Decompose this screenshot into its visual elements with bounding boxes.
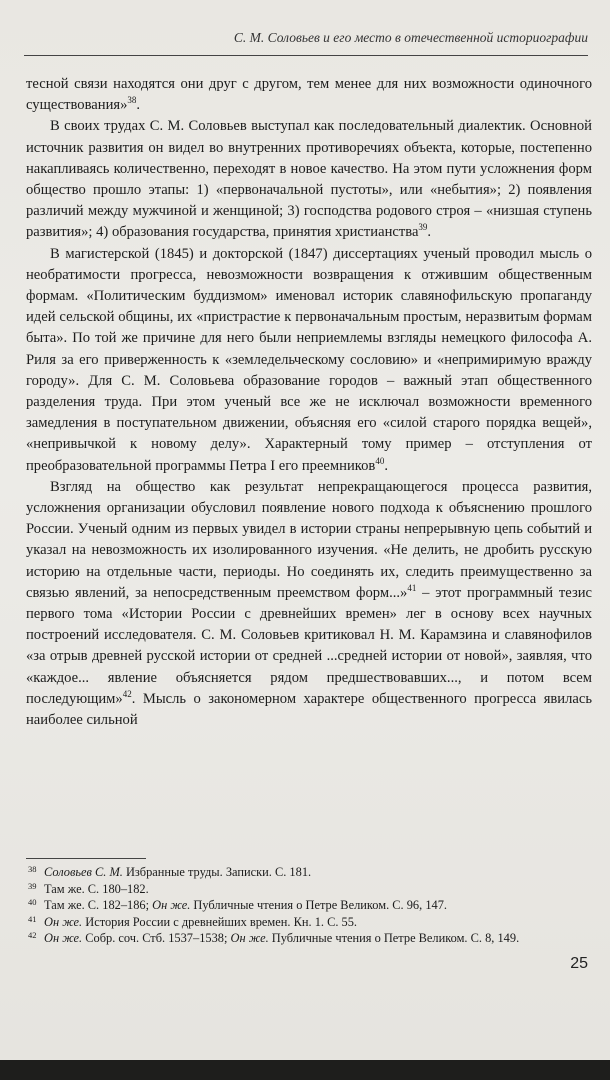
footnote-item: 40 Там же. С. 182–186; Он же. Публичные чтения о Петре Великом. С. 96, 147. bbox=[28, 897, 447, 913]
footnote-ref[interactable]: 38 bbox=[127, 95, 137, 106]
footnotes bbox=[26, 864, 592, 947]
page-number: 25 bbox=[570, 955, 588, 972]
paragraph-3: В магистерской (1845) и докторской (1847) диссертациях ученый проводил мысль о необратимости прогресса, невозможности возвращения к отжившим общественным формам. «Политическим буддизмом» именовал историк славянофильскую пропаганду идей сельской общины, их «пристрастие к первоначальным простым, неразвитым формам быта». По той же причине для него были неприемлемы взгляды немецкого философа А. Риля за его приверженность к «земледельческому сословию» и «непримиримую вражду городу». Для С. М. Соловьева образование городов – важный этап общественного разделения труда. При этом ученый все же не исключал возможности временного замедления в поступательном движении, объясняя его «силой старого порядка вещей», «непривычкой к новому делу». Характерный тому пример – отступления от преобразовательной программы Петра I его преемников$^{40}$. bbox=[26, 245, 592, 474]
header-rule bbox=[24, 55, 588, 56]
footnote-item: 39 Там же. С. 180–182. bbox=[28, 880, 149, 896]
body-text bbox=[26, 74, 592, 731]
footnote-ref[interactable]: 42 bbox=[122, 689, 132, 700]
footnote-item: 41 Он же. История России с древнейших времен. Кн. 1. С. 55. bbox=[28, 913, 358, 929]
paragraph-2: В своих трудах С. М. Соловьев выступал как последовательный диалектик. Основной источник развития он видел во внутренних противоречиях объекта, которые, постепенно накапливаясь количественно, переходят в новое качество. На этом пути усложнения форм общество прошло этапы: 1) «первоначальной пустоты», или «небытия»; 2) появления различий между мужчиной и женщиной; 3) господства родового строя – «низшая ступень развития»; 4) образования государства, принятия христианства$^{39}$. bbox=[26, 118, 592, 241]
paragraph-1: тесной связи находятся они друг с другом, тем менее для них возможности одиночного существования»$^{38}$. bbox=[26, 76, 592, 114]
footnote-rule bbox=[26, 858, 146, 859]
footnote-ref[interactable]: 39 bbox=[418, 222, 428, 233]
footnote-item: 38 Соловьев С. М. Избранные труды. Записки. С. 181. bbox=[28, 864, 312, 879]
footnote-ref[interactable]: 41 bbox=[407, 583, 417, 594]
footnote-item: 42 Он же. Собр. соч. Стб. 1537–1538; Он же. Публичные чтения о Петре Великом. С. 8, 149. bbox=[28, 930, 520, 946]
paragraph-4: Взгляд на общество как результат непрекращающегося процесса развития, усложнения организации обусловил появление нового подхода к объяснению прошлого России. Ученый одним из первых увидел в истории страны непрерывную цепь событий и указал на невозможность их изолированного изучения. «Не делить, не дробить русскую историю на отдельные части, периоды. Но соединять их, следить преимущественно за связью явлений, за непосредственным преемством форм...»$^{41}$ – этот программный тезис первого тома «Истории России с древнейших времен» лег в основу всех научных построений исследователя. С. М. Соловьев критиковал Н. М. Карамзина и славянофилов «за отрыв древней русской истории от средней ...средней истории от новой», заявляя, что «каждое... явление объясняется рядом предшествовавших..., и потом всем последующим»$^{42}$. Мысль о закономерном характере общественного прогресса явилась наиболее сильной bbox=[26, 478, 592, 729]
footnote-ref[interactable]: 40 bbox=[375, 455, 385, 466]
running-head: С. М. Соловьев и его место в отечественной историографии bbox=[233, 30, 588, 45]
